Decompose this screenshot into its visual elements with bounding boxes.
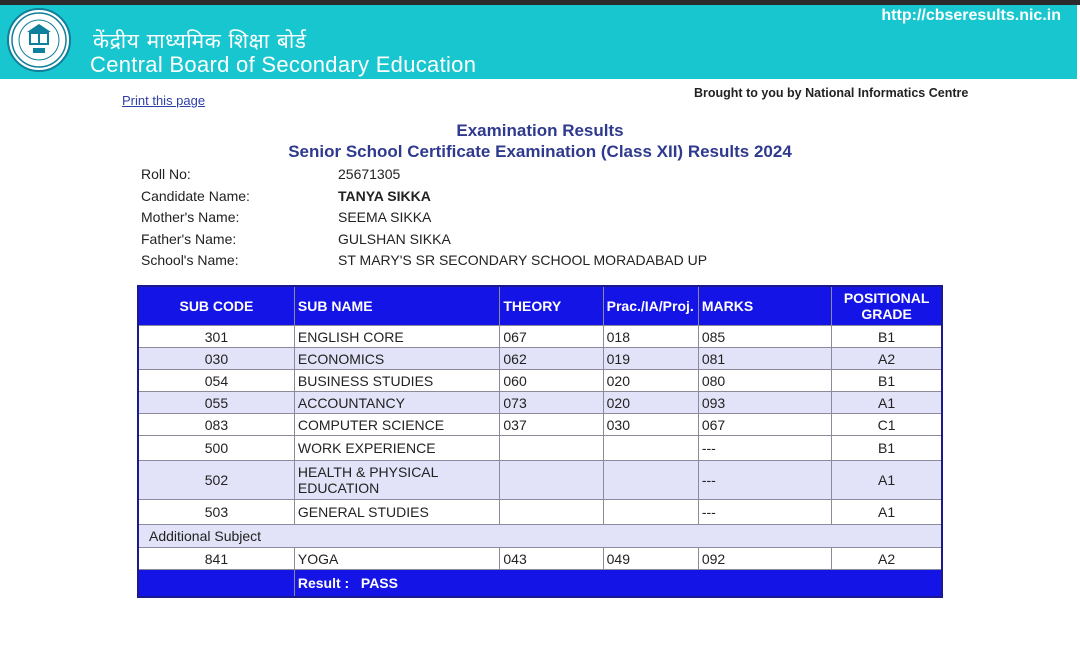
result-label: Result :	[297, 575, 350, 591]
table-header-row	[138, 286, 942, 326]
col-theory: THEORY	[500, 286, 603, 326]
result-value: PASS	[360, 575, 398, 591]
sub-code-cell: 841	[138, 548, 294, 570]
marks-cell: 080	[698, 370, 831, 392]
sub-code-cell: 030	[138, 348, 294, 370]
school-value: ST MARY'S SR SECONDARY SCHOOL MORADABAD UP	[338, 252, 708, 268]
sub-code-cell: 055	[138, 392, 294, 414]
col-sub-name: SUB NAME	[294, 286, 500, 326]
father-value: GULSHAN SIKKA	[338, 230, 451, 247]
marks-cell: ---	[698, 461, 831, 500]
practical-cell	[603, 436, 698, 461]
col-positional-grade: POSITIONAL GRADE	[832, 286, 942, 326]
table-row	[138, 436, 942, 461]
table-row	[138, 348, 942, 370]
roll-label: Roll No:	[141, 166, 191, 182]
school-label: School's Name:	[141, 252, 239, 268]
result-spacer	[138, 570, 294, 598]
practical-cell: 049	[603, 548, 698, 570]
sub-name-cell: ECONOMICS	[294, 348, 500, 370]
site-url: http://cbseresults.nic.in	[881, 7, 1061, 24]
sub-name-cell: YOGA	[294, 548, 500, 570]
cbse-logo-icon	[7, 8, 71, 72]
practical-cell: 018	[603, 326, 698, 348]
marks-cell: ---	[698, 500, 831, 525]
sub-code-cell: 503	[138, 500, 294, 525]
grade-cell: B1	[832, 326, 942, 348]
col-practical: Prac./IA/Proj.	[603, 286, 698, 326]
name-label: Candidate Name:	[141, 187, 250, 204]
col-sub-code: SUB CODE	[138, 286, 294, 326]
marks-cell: ---	[698, 436, 831, 461]
mother-value: SEEMA SIKKA	[338, 209, 432, 225]
sub-code-cell: 502	[138, 461, 294, 500]
theory-cell	[500, 500, 603, 525]
board-name-hindi: केंद्रीय माध्यमिक शिक्षा बोर्ड	[93, 29, 307, 53]
sub-code-cell: 054	[138, 370, 294, 392]
table-row	[138, 392, 942, 414]
marks-cell: 081	[698, 348, 831, 370]
col-marks: MARKS	[698, 286, 831, 326]
header-banner	[0, 5, 1077, 79]
sub-name-cell: WORK EXPERIENCE	[294, 436, 500, 461]
practical-cell: 020	[603, 370, 698, 392]
marks-cell: 067	[698, 414, 831, 436]
sub-code-cell: 301	[138, 326, 294, 348]
theory-cell: 067	[500, 326, 603, 348]
board-name-english: Central Board of Secondary Education	[90, 52, 477, 77]
theory-cell: 073	[500, 392, 603, 414]
theory-cell: 060	[500, 370, 603, 392]
nic-credit: Brought to you by National Informatics Centre	[694, 86, 969, 100]
page-title: Examination Results	[456, 121, 624, 140]
table-row	[138, 500, 942, 525]
table-row	[138, 326, 942, 348]
sub-name-cell: HEALTH & PHYSICAL EDUCATION	[294, 461, 500, 500]
sub-name-cell: GENERAL STUDIES	[294, 500, 500, 525]
table-row	[138, 370, 942, 392]
grade-cell: A2	[832, 548, 942, 570]
additional-subject-row	[138, 525, 942, 548]
theory-cell: 043	[500, 548, 603, 570]
grade-cell: A1	[832, 461, 942, 500]
theory-cell: 037	[500, 414, 603, 436]
sub-name-cell: ACCOUNTANCY	[294, 392, 500, 414]
table-row	[138, 414, 942, 436]
result-cell	[294, 570, 942, 598]
table-row	[138, 461, 942, 500]
grade-cell: A2	[832, 348, 942, 370]
sub-name-cell: BUSINESS STUDIES	[294, 370, 500, 392]
practical-cell: 019	[603, 348, 698, 370]
marks-cell: 093	[698, 392, 831, 414]
practical-cell: 030	[603, 414, 698, 436]
additional-subject-label: Additional Subject	[138, 525, 942, 548]
grade-cell: B1	[832, 436, 942, 461]
practical-cell	[603, 500, 698, 525]
marks-table	[137, 285, 943, 598]
theory-cell	[500, 436, 603, 461]
sub-name-cell: ENGLISH CORE	[294, 326, 500, 348]
grade-cell: C1	[832, 414, 942, 436]
print-link[interactable]: Print this page	[122, 93, 206, 108]
grade-cell: A1	[832, 500, 942, 525]
result-row	[138, 570, 942, 598]
mother-label: Mother's Name:	[141, 209, 240, 225]
father-label: Father's Name:	[141, 230, 237, 247]
theory-cell: 062	[500, 348, 603, 370]
sub-code-cell: 500	[138, 436, 294, 461]
marks-cell: 085	[698, 326, 831, 348]
theory-cell	[500, 461, 603, 500]
roll-value: 25671305	[338, 166, 401, 182]
sub-code-cell: 083	[138, 414, 294, 436]
practical-cell: 020	[603, 392, 698, 414]
sub-name-cell: COMPUTER SCIENCE	[294, 414, 500, 436]
marks-cell: 092	[698, 548, 831, 570]
grade-cell: A1	[832, 392, 942, 414]
table-row	[138, 548, 942, 570]
grade-cell: B1	[832, 370, 942, 392]
practical-cell	[603, 461, 698, 500]
name-value: TANYA SIKKA	[338, 187, 431, 204]
exam-subtitle: Senior School Certificate Examination (Class XII) Results 2024	[288, 142, 792, 161]
